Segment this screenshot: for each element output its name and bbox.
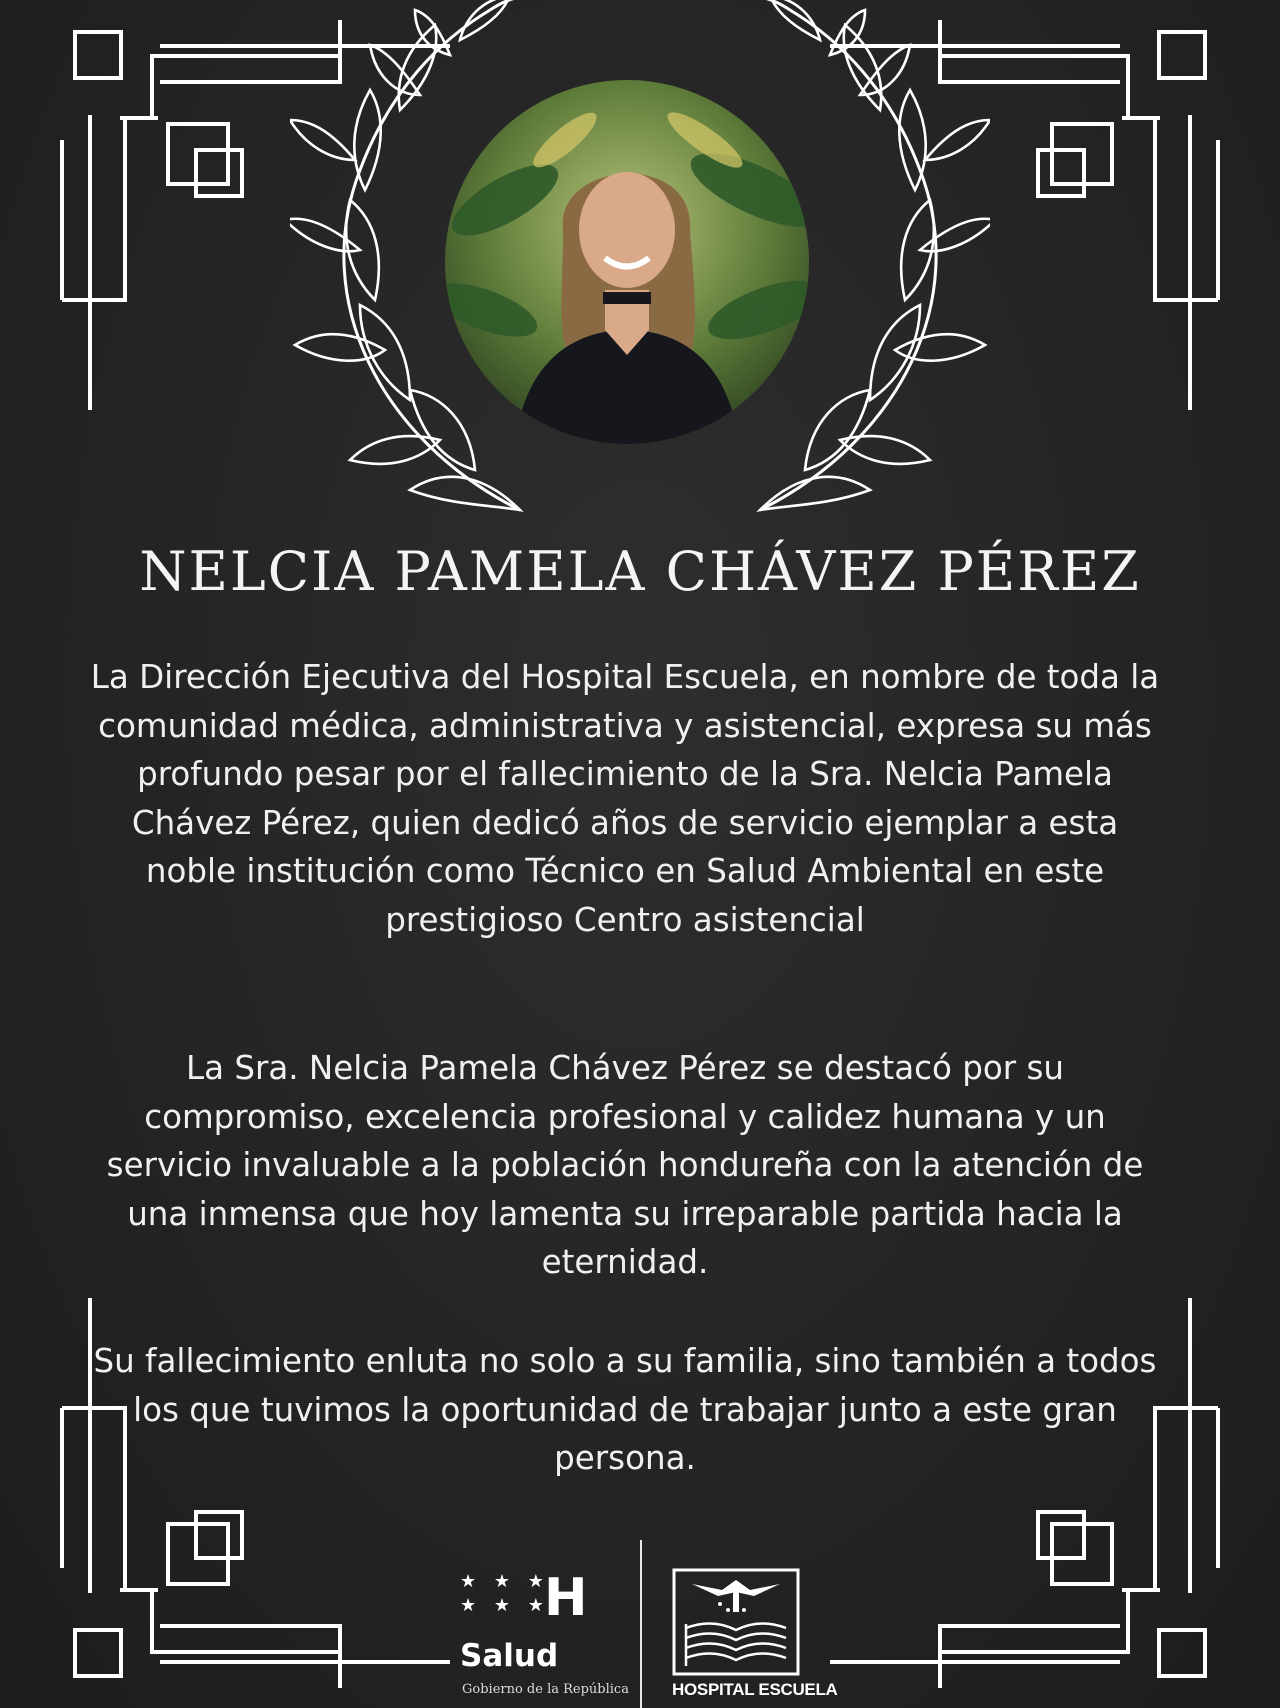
footer-logos	[450, 1540, 838, 1708]
condolence-paragraph-2: La Sra. Nelcia Pamela Chávez Pérez se destacó por su compromiso, excelencia profesional y calidez humana y un servicio invaluable a la población hondureña con la atención de una inmensa que hoy lamenta su irreparable partida hacia la eternidad.	[106, 1049, 1144, 1281]
condolence-paragraph-3: Su fallecimiento enluta no solo a su familia, sino también a todos los que tuvimos la oportunidad de trabajar junto a este gran persona.	[93, 1342, 1157, 1477]
salud-subtitle: Gobierno de la República	[462, 1682, 629, 1697]
salud-wordmark: Salud	[460, 1638, 559, 1674]
condolence-paragraph-1: La Dirección Ejecutiva del Hospital Escuela, en nombre de toda la comunidad médica, administrativa y asistencial, expresa su más profundo pesar por el fallecimiento de la Sra. Nelcia Pamela Chávez Pérez, quien dedicó años de servicio ejemplar a esta noble institución como Técnico en Salud Ambiental en este prestigioso Centro asistencial	[90, 658, 1160, 939]
hospital-emblem-icon	[672, 1568, 800, 1678]
hospital-escuela-logo	[672, 1568, 838, 1708]
stars-icon: ★ ★ ★ ★ ★ ★	[460, 1571, 550, 1616]
logo-divider	[640, 1540, 642, 1708]
laurel-wreath	[290, 0, 990, 520]
salud-h-mark: H	[544, 1568, 588, 1628]
deceased-name: NELCIA PAMELA CHÁVEZ PÉREZ	[139, 540, 1141, 603]
salud-logo	[460, 1570, 630, 1700]
hospital-escuela-wordmark: HOSPITAL ESCUELA	[672, 1680, 838, 1699]
